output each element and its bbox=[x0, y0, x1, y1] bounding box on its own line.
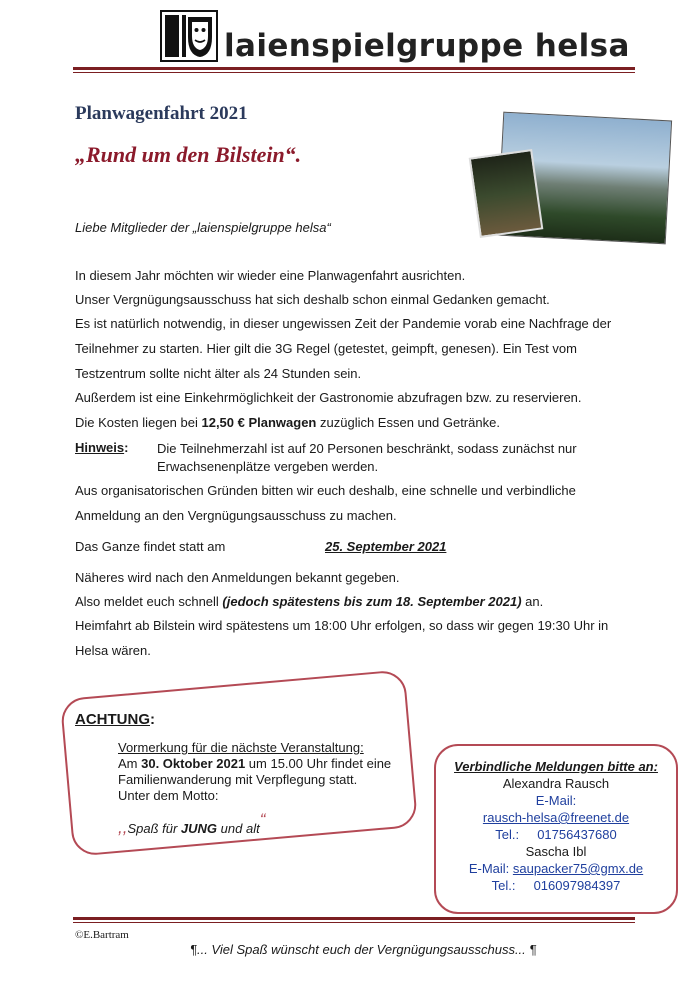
body-line: Aus organisatorischen Gründen bitten wir euch deshalb, eine schnelle und verbindliche bbox=[75, 483, 576, 498]
header-rule-thin bbox=[73, 72, 635, 73]
attention-motto: ,,Spaß für JUNG und alt“ bbox=[118, 810, 266, 837]
attention-title: ACHTUNG: bbox=[75, 711, 155, 728]
email-label: E-Mail: bbox=[535, 793, 577, 808]
body-line: In diesem Jahr möchten wir wieder eine Planwagenfahrt ausrichten. bbox=[75, 268, 466, 283]
footer-rule-thin bbox=[73, 922, 635, 923]
body-line: Helsa wären. bbox=[75, 643, 151, 658]
closing-line: ¶... Viel Spaß wünscht euch der Vergnügungsausschuss... ¶ bbox=[190, 942, 537, 957]
greeting: Liebe Mitglieder der „laienspielgruppe helsa“ bbox=[75, 220, 331, 235]
deadline-prefix: Also meldet euch schnell bbox=[75, 594, 223, 609]
attention-subhead: Vormerkung für die nächste Veranstaltung: bbox=[118, 740, 364, 755]
body-line: Heimfahrt ab Bilstein wird spätestens um 18:00 Uhr erfolgen, so dass wir gegen 19:30 Uhr in bbox=[75, 618, 609, 633]
body-line: Testzentrum sollte nicht älter als 24 Stunden sein. bbox=[75, 366, 362, 381]
event-date: 25. September 2021 bbox=[325, 539, 447, 554]
email-row bbox=[434, 809, 678, 826]
cost-line bbox=[75, 415, 500, 431]
hint-text: Die Teilnehmerzahl ist auf 20 Personen beschränkt, sodass zunächst nur Erwachsenenplätze vergeben werden. bbox=[157, 441, 577, 474]
attention-line: Am 30. Oktober 2021 um 15.00 Uhr findet eine bbox=[118, 756, 392, 771]
body-line: Außerdem ist eine Einkehrmöglichkeit der Gastronomie abzufragen bzw. zu reservieren. bbox=[75, 390, 582, 405]
phone-number: 01756437680 bbox=[537, 827, 617, 842]
deadline-value: (jedoch spätestens bis zum 18. September 2021) bbox=[222, 594, 522, 609]
theater-mask-icon bbox=[162, 12, 216, 60]
wagon-photo bbox=[469, 149, 544, 238]
event-motto: „Rund um den Bilstein“. bbox=[75, 142, 302, 167]
deadline-line bbox=[75, 594, 543, 610]
body-line: Unser Vergnügungsausschuss hat sich deshalb schon einmal Gedanken gemacht. bbox=[75, 292, 550, 307]
copyright: ©E.Bartram bbox=[75, 929, 129, 941]
email-link[interactable]: saupacker75@gmx.de bbox=[512, 861, 644, 876]
attention-line: Unter dem Motto: bbox=[118, 788, 219, 803]
cost-suffix: zuzüglich Essen und Getränke. bbox=[316, 415, 500, 430]
cost-value: 12,50 € Planwagen bbox=[201, 415, 317, 430]
contact-name: Sascha Ibl bbox=[525, 844, 587, 859]
logo bbox=[160, 10, 218, 62]
quote-open: ,, bbox=[118, 818, 128, 837]
contact-name: Alexandra Rausch bbox=[502, 776, 610, 791]
body-line: Anmeldung an den Vergnügungsausschuss zu machen. bbox=[75, 508, 397, 523]
body-line: Es ist natürlich notwendig, in dieser ungewissen Zeit der Pandemie vorab eine Nachfrage der bbox=[75, 316, 612, 331]
body-line: Teilnehmer zu starten. Hier gilt die 3G Regel (getestet, geimpft, genesen). Ein Test vom bbox=[75, 341, 577, 356]
phone-row: Tel.: 01756437680 bbox=[495, 827, 617, 842]
event-title: Planwagenfahrt 2021 bbox=[75, 103, 248, 124]
phone-row: Tel.: 016097984397 bbox=[491, 878, 621, 893]
cost-prefix: Die Kosten liegen bei bbox=[75, 415, 202, 430]
quote-close: “ bbox=[259, 810, 266, 829]
contact-heading: Verbindliche Meldungen bitte an: bbox=[454, 759, 658, 774]
email-row: E-Mail: saupacker75@gmx.de bbox=[468, 861, 644, 876]
attention-line: Familienwanderung mit Verpflegung statt. bbox=[118, 772, 358, 787]
phone-number: 016097984397 bbox=[533, 878, 621, 893]
body-line: Näheres wird nach den Anmeldungen bekannt gegeben. bbox=[75, 570, 400, 585]
brand-name: laienspielgruppe helsa bbox=[224, 28, 630, 64]
deadline-suffix: an. bbox=[521, 594, 544, 609]
date-label: Das Ganze findet statt am bbox=[75, 539, 226, 554]
email-link[interactable]: rausch-helsa@freenet.de bbox=[482, 810, 630, 825]
hint-label: Hinweis: bbox=[75, 440, 129, 455]
footer-rule bbox=[73, 917, 635, 920]
attention-date: 30. Oktober 2021 bbox=[141, 756, 246, 771]
header-rule bbox=[73, 67, 635, 70]
